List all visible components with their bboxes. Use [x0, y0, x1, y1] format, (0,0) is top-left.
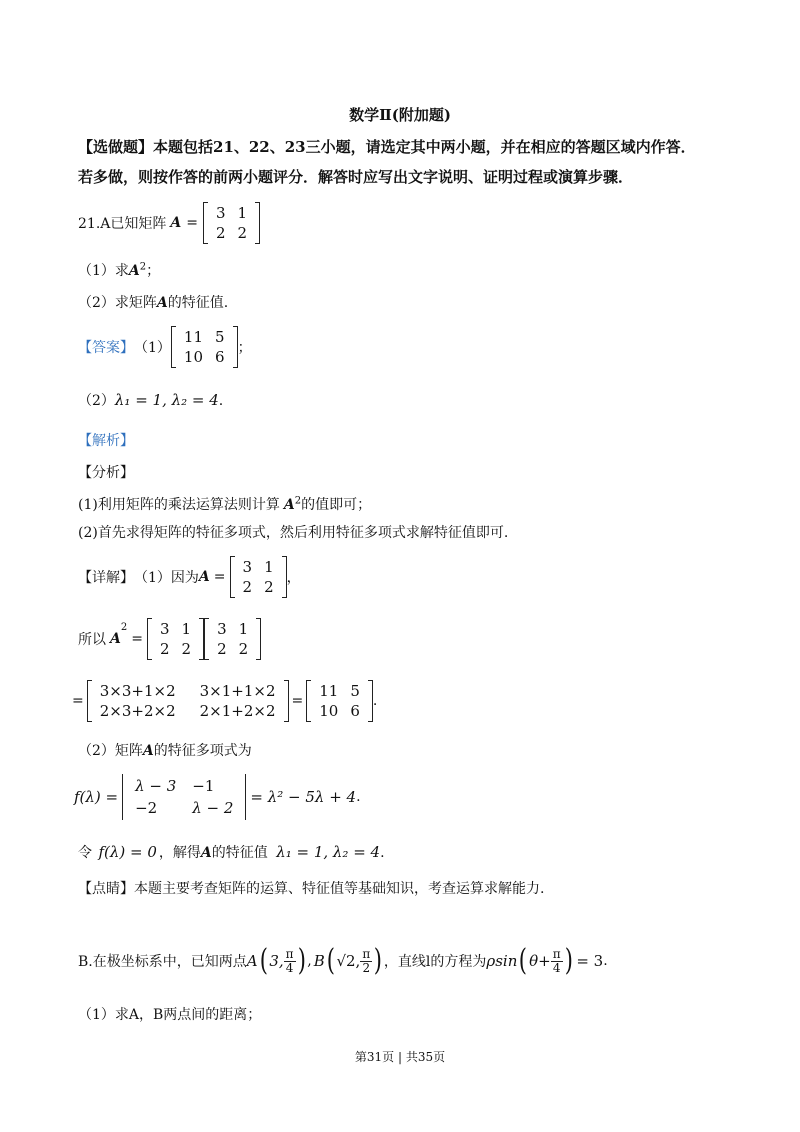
detail-line-5: f(λ) = λ − 3 −1 −2 λ − 2 = λ² − 5λ + 4 .	[74, 774, 361, 820]
detail-label: 【详解】	[78, 570, 134, 586]
detail-line-4: （2）矩阵A的特征多项式为	[78, 743, 252, 759]
page-footer: 第31页 | 共35页	[354, 1050, 446, 1064]
q21a-stem	[78, 202, 260, 244]
analysis-label: 【解析】	[78, 433, 134, 449]
detail-line-1: 【详解】 （1）因为 A = 3 1 2 2 ，	[78, 558, 301, 596]
fenxi-line-2: (2)首先求得矩阵的特征多项式，然后利用特征多项式求解特征值即可.	[78, 525, 509, 541]
product-expanded-matrix: 3×3+1×2 3×1+1×2 2×3+2×2 2×1+2×2	[87, 680, 289, 722]
answer-line-2: （2）λ₁ = 1, λ₂ = 4.	[78, 391, 224, 409]
fenxi-line-1: (1)利用矩阵的乘法运算法则计算 $A^2$的值即可；	[78, 495, 372, 513]
q21b-part1: （1）求A，B两点间的距离；	[78, 1007, 262, 1023]
detail-matrix-a: 3 1 2 2	[230, 556, 287, 598]
answer-matrix: 11 5 10 6	[171, 326, 238, 368]
intro-line-1: 【选做题】本题包括21、22、23三小题，请选定其中两小题，并在相应的答题区域内作答．	[78, 138, 696, 156]
char-determinant: λ − 3 −1 −2 λ − 2	[122, 774, 246, 820]
answer-label: 【答案】	[78, 340, 134, 356]
q21a-part2: （2）求矩阵A的特征值.	[78, 295, 229, 311]
fraction-pi-2: $\frac{\pi}{2}$	[362, 946, 371, 975]
detail-line-3: = 3×3+1×2 3×1+1×2 2×3+2×2 2×1+2×2 = 11 5 10 6 .	[72, 682, 378, 720]
product-left-matrix: 3 1 2 2	[147, 618, 204, 660]
intro-line-2: 若多做，则按作答的前两小题评分．解答时应写出文字说明、证明过程或演算步骤．	[78, 168, 634, 186]
answer-line-1: 【答案】 （1） 11 5 10 6 ；	[78, 328, 252, 366]
product-right-matrix: 3 1 2 2	[204, 618, 261, 660]
detail-line-2: 所以 A $^2$ = 3 1 2 2 3 1 2 2	[78, 618, 261, 660]
q21a-var: A	[170, 215, 182, 231]
page-title: 数学Ⅱ(附加题)	[349, 106, 451, 124]
fenxi-label: 【分析】	[78, 465, 134, 481]
q21a-part1: （1）求$A^2$；	[78, 261, 161, 279]
product-result-matrix: 11 5 10 6	[306, 680, 373, 722]
q21b-stem: B.在极坐标系中，已知两点 A ( 3, $\frac{\pi}{4}$ ) , B ( √2, $\frac{\pi}{2}$ ) ，直线l的方程为 ρsin ( θ+ $\frac{\pi}{4}$ ) = 3 .	[78, 943, 608, 978]
fraction-pi-4: $\frac{\pi}{4}$	[285, 946, 294, 975]
detail-line-6: 令 f(λ) = 0 ，解得A的特征值 λ₁ = 1, λ₂ = 4.	[78, 843, 385, 861]
q21a-eq: =	[186, 215, 198, 231]
q21a-prefix: 21.A已知矩阵	[78, 216, 167, 232]
fraction-pi-4-b: $\frac{\pi}{4}$	[552, 946, 561, 975]
comment-line: 【点睛】本题主要考查矩阵的运算、特征值等基础知识，考查运算求解能力.	[78, 881, 545, 897]
matrix-a: 3 1 2 2	[203, 202, 260, 244]
